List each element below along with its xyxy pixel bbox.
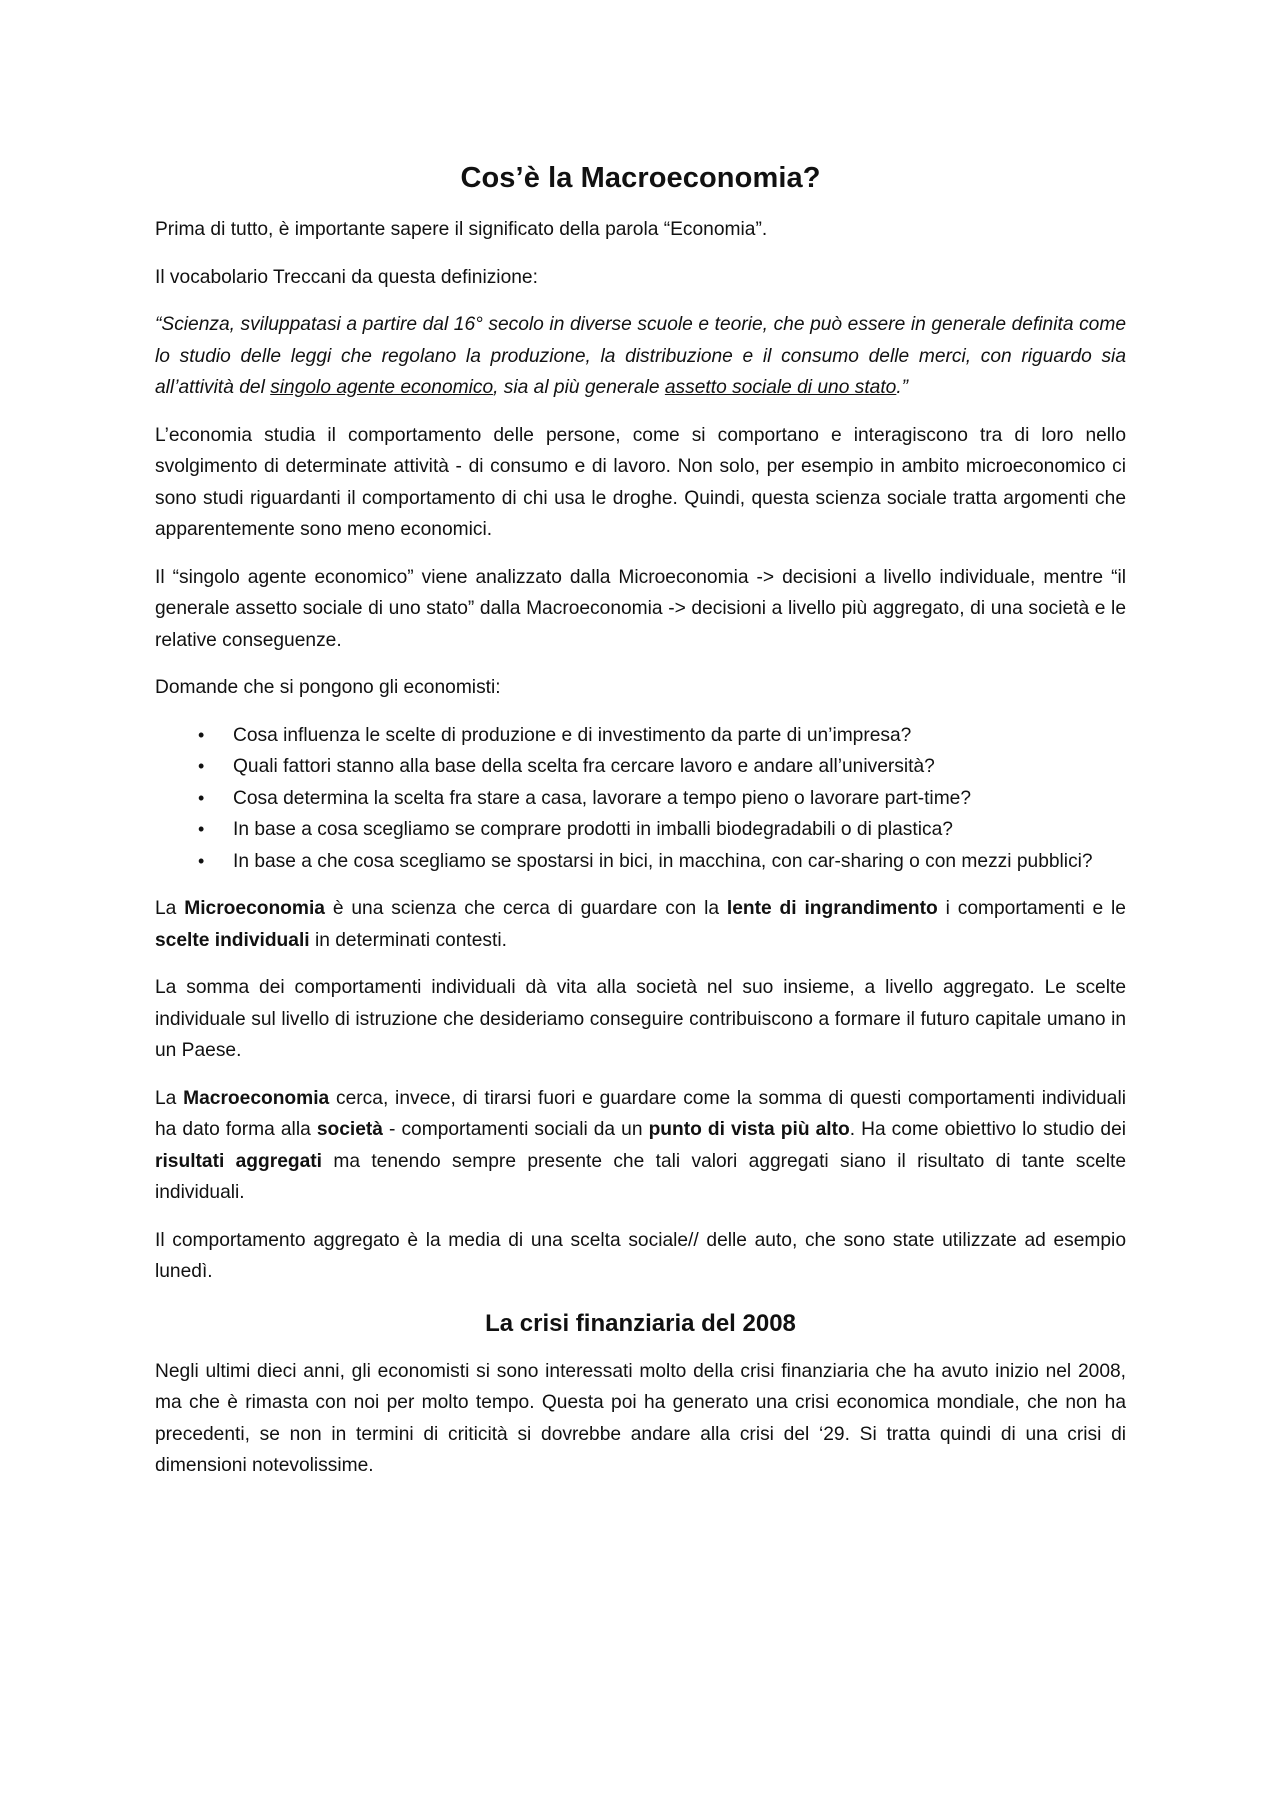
quote-text-3: .” [896,377,909,398]
bullet-icon: • [198,850,205,871]
intro-paragraph: Prima di tutto, è importante sapere il significato della parola “Economia”. [155,219,768,240]
list-item-text: Cosa influenza le scelte di produzione e di investimento da parte di un’impresa? [233,724,912,746]
bullet-icon: • [198,724,205,745]
bold-risultati-aggregati: risultati aggregati [155,1150,322,1172]
comportamento-aggregato-paragraph: Il comportamento aggregato è la media di una scelta sociale// delle auto, che sono state utilizzate ad esempio lunedì. [155,1229,1126,1282]
microeconomia-paragraph [155,893,1126,956]
bold-macroeconomia: Macroeconomia [183,1087,330,1109]
text-run: ma tenendo sempre presente che tali valori aggregati siano il risultato di tante scelte individuali. [155,1150,1126,1203]
text-run: . Ha come obiettivo lo studio dei [849,1119,1127,1140]
list-item-text: Cosa determina la scelta fra stare a casa, lavorare a tempo pieno o lavorare part-time? [233,787,972,809]
quote-text-1: “Scienza, sviluppatasi a partire dal 16° secolo in diverse scuole e teorie, che può essere in generale definita come lo studio delle leggi che regolano la produzione, la distribuzione e il consumo delle merci, con riguardo sia all’attività del [155,314,1126,398]
list-item [155,814,1126,846]
somma-comportamenti-paragraph: La somma dei comportamenti individuali dà vita alla società nel suo insieme, a livello aggregato. Le scelte individuale sul livello di istruzione che desideriamo conseguire contribuiscono a formare il futuro capitale umano in un Paese. [155,977,1126,1061]
list-item [155,783,1126,815]
text-run: - comportamenti sociali da un [382,1119,649,1140]
macroeconomia-paragraph [155,1083,1126,1209]
list-item [155,720,1126,752]
list-item-text: Quali fattori stanno alla base della scelta fra cercare lavoro e andare all’università? [233,756,935,777]
questions-list [155,720,1126,878]
bullet-icon: • [198,756,205,776]
treccani-intro-paragraph: Il vocabolario Treccani da questa definizione: [155,266,538,288]
bold-scelte-individuali: scelte individuali [155,929,310,951]
text-run: La [155,1087,184,1109]
economia-studia-paragraph: L’economia studia il comportamento delle persone, come si comportano e interagiscono tra di loro nello svolgimento di determinate attività - di consumo e di lavoro. Non solo, per esempio in ambito microeconomico ci sono studi riguardanti il comportamento di chi usa le droghe. Quindi, questa scienza sociale tratta argomenti che apparentemente sono meno economici. [155,424,1126,540]
bold-societa: società [316,1119,383,1140]
list-item [155,846,1126,878]
text-run: i comportamenti e le [937,898,1126,919]
text-run: in determinati contesti. [309,929,507,951]
bullet-icon: • [198,819,205,839]
quote-underlined-assetto-sociale: assetto sociale di uno stato [664,377,897,398]
list-item-text: In base a che cosa scegliamo se spostarsi in bici, in macchina, con car-sharing o con mezzi pubblici? [233,850,1093,872]
treccani-definition-quote [155,309,1126,404]
text-run: La [155,898,185,919]
domande-intro-paragraph: Domande che si pongono gli economisti: [155,677,501,698]
bullet-icon: • [198,787,205,808]
text-run: è una scienza che cerca di guardare con la [324,898,727,919]
bold-punto-di-vista: punto di vista più alto [648,1119,850,1140]
list-item [155,751,1126,783]
bold-microeconomia: Microeconomia [184,898,325,919]
agente-economico-paragraph: Il “singolo agente economico” viene analizzato dalla Microeconomia -> decisioni a livello individuale, mentre “il generale assetto sociale di uno stato” dalla Macroeconomia -> decisioni a livello più aggregato, di una società e le relative conseguenze. [155,566,1126,651]
text-run: cerca, invece, di tirarsi fuori e guardare come la somma di questi comportamenti individuali ha dato forma alla [155,1087,1126,1140]
crisi-finanziaria-paragraph: Negli ultimi dieci anni, gli economisti si sono interessati molto della crisi finanziaria che ha avuto inizio nel 2008, ma che è rimasta con noi per molto tempo. Questa poi ha generato una crisi economica mondiale, che non ha precedenti, se non in termini di criticità si dovrebbe andare alla crisi del ‘29. Si tratta quindi di una crisi di dimensioni notevolissime. [155,1360,1126,1476]
quote-text-2: , sia al più generale [493,377,665,398]
bold-lente-di-ingrandimento: lente di ingrandimento [726,898,938,919]
document-title: Cos’è la Macroeconomia? [460,162,821,194]
list-item-text: In base a cosa scegliamo se comprare prodotti in imballi biodegradabili o di plastica? [233,819,953,840]
quote-underlined-singolo-agente: singolo agente economico [270,377,494,398]
section-title-crisi-2008: La crisi finanziaria del 2008 [485,1309,796,1337]
